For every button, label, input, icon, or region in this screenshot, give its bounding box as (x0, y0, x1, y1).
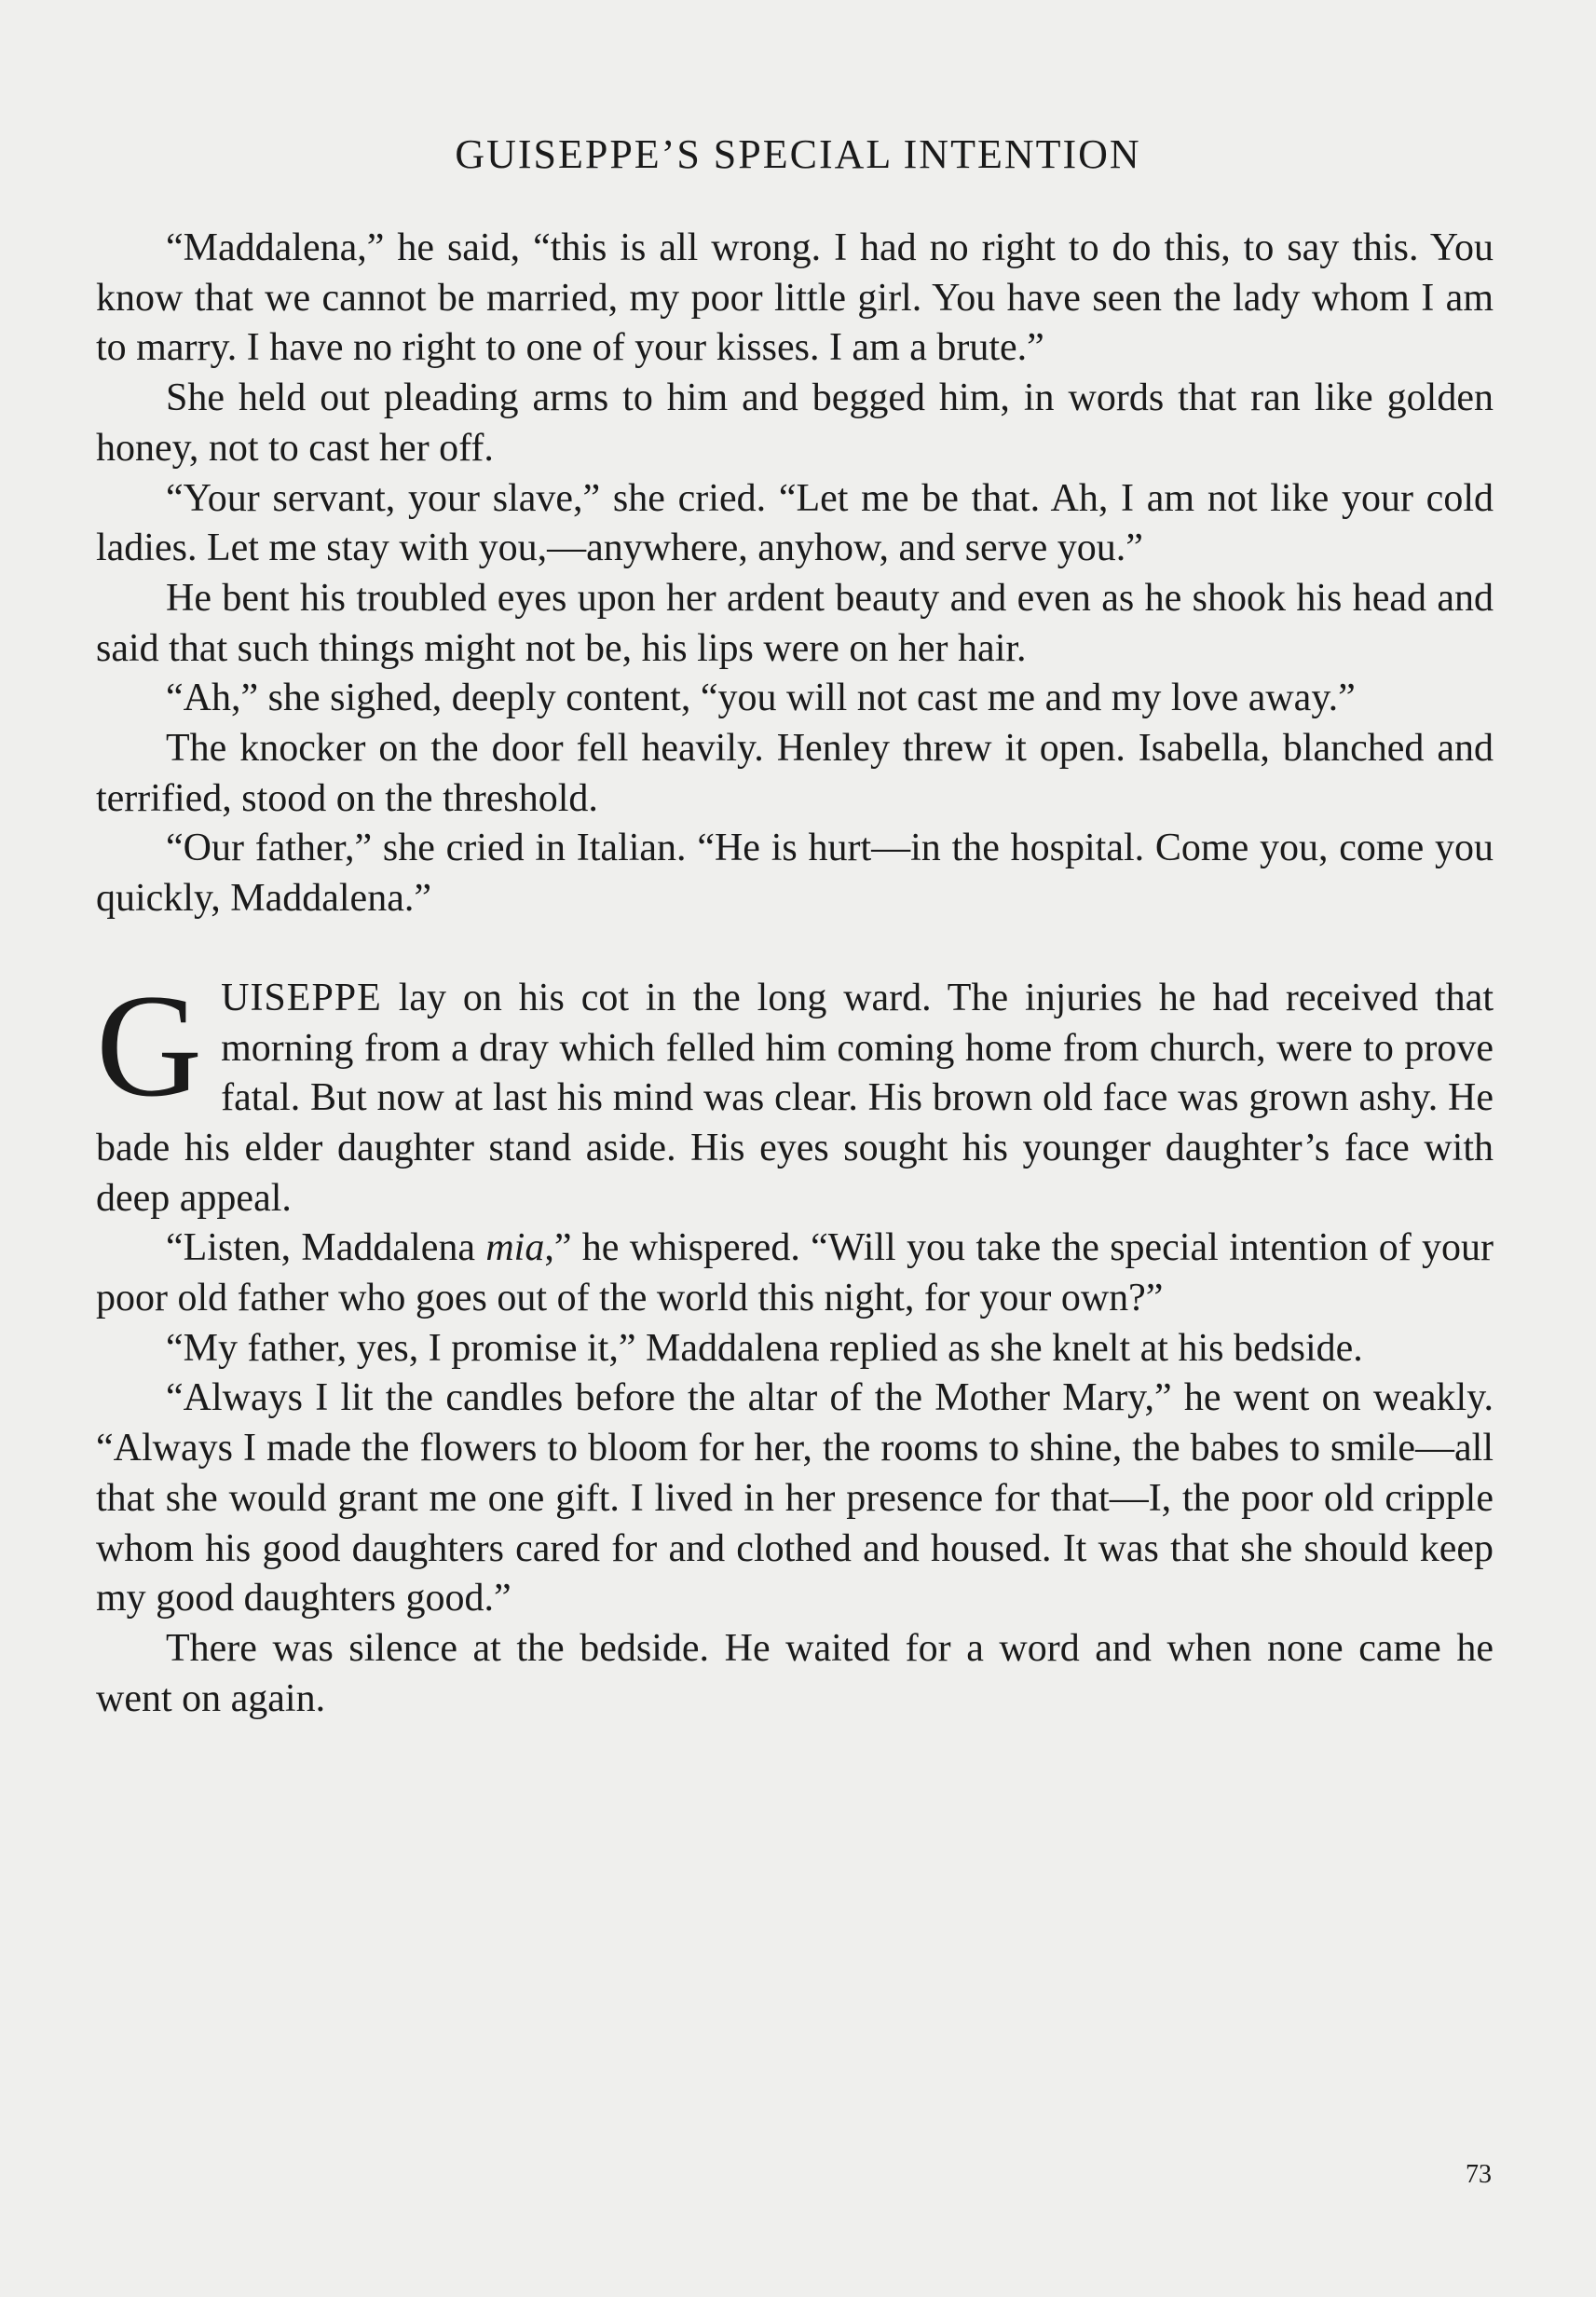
paragraph: “Ah,” she sighed, deeply content, “you will not cast me and my love away.” (166, 677, 1356, 720)
section-break (96, 924, 1494, 974)
body-text (96, 224, 1494, 1724)
section-opening-paragraph (96, 964, 1494, 1224)
paragraph: “Our father,” she cried in Italian. “He is hurt—in the hospital. Come you, come you quickly, Maddalena.” (96, 827, 1494, 921)
paragraph-text: lay on his cot in the long ward. The injuries he had received that morning from a dray which felled him coming home from church, were to prove fatal. But now at last his mind was clear. His brown old face was grown ashy. He bade his elder daughter stand aside. His eyes sought his younger daughter’s face with deep appeal. (96, 976, 1494, 1220)
paragraph: There was silence at the bedside. He waited for a word and when none came he went on again. (96, 1626, 1494, 1720)
paragraph: “Always I lit the candles before the altar of the Mother Mary,” he went on weakly. “Always I made the flowers to bloom for her, the rooms to shine, the babes to smile—all that she would grant me one gift. I lived in her presence for that—I, the poor old cripple whom his good daughters cared for and clothed and housed. It was that she should keep my good daughters good.” (96, 1376, 1494, 1620)
paragraph: “My father, yes, I promise it,” Maddalena replied as she knelt at his bedside. (166, 1326, 1363, 1370)
running-head: GUISEPPE’S SPECIAL INTENTION (455, 131, 1141, 177)
paragraph: The knocker on the door fell heavily. Henley threw it open. Isabella, blanched and terrified, stood on the threshold. (96, 727, 1494, 820)
paragraph: He bent his troubled eyes upon her ardent beauty and even as he shook his head and said that such things might not be, his lips were on her hair. (96, 576, 1494, 670)
paragraph-text: ,” he whispered. “Will you take the special intention of your poor old father who goes out of the world this night, for your own?” (96, 1226, 1494, 1320)
paragraph: “Maddalena,” he said, “this is all wrong. I had no right to do this, to say this. You know that we cannot be married, my poor little girl. You have seen the lady whom I am to marry. I have no right to one of your kisses. I am a brute.” (96, 226, 1494, 370)
italic-word: mia (485, 1226, 545, 1270)
lead-word: UISEPPE (221, 976, 382, 1019)
drop-cap: G (96, 964, 203, 1128)
paragraph (96, 1224, 1494, 1323)
paragraph: “Your servant, your slave,” she cried. “Let me be that. Ah, I am not like your cold ladies. Let me stay with you,—anywhere, anyhow, and serve you.” (96, 476, 1494, 570)
paragraph: She held out pleading arms to him and begged him, in words that ran like golden honey, not to cast her off. (96, 376, 1494, 470)
page-number: 73 (1466, 2160, 1492, 2189)
paragraph-text: “Listen, Maddalena (166, 1226, 486, 1270)
